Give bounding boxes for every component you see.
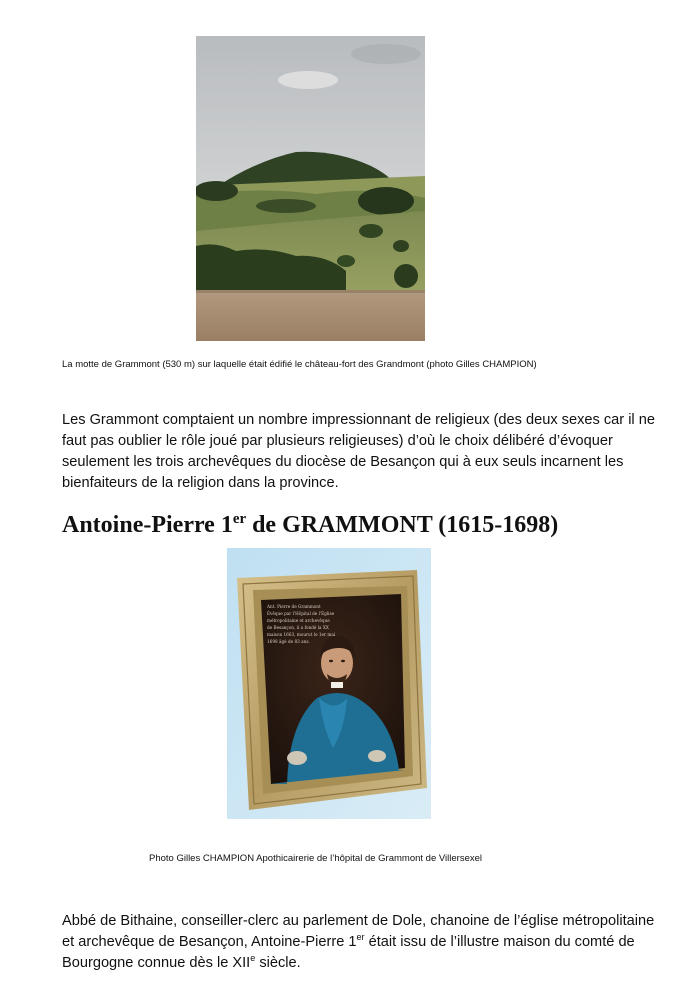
paragraph: Les Grammont comptaient un nombre impressionnant de religieux (des deux sexes car il ne faut pas oublier le rôle joué par plusieurs religieuses) d’où le choix délibéré d’évoquer seulement les trois archevêques du diocèse de Besançon qui à eux seuls incarnent les bienfaiteurs de la religion dans la province.	[62, 412, 655, 491]
paragraph-text: était issu de l’illustre maison du comté de Bourgogne connue dès le XII	[62, 934, 635, 971]
section-heading	[62, 509, 558, 541]
paragraph-text: siècle.	[255, 955, 301, 971]
portrait-photo	[227, 548, 431, 819]
motte-de-grammont-image	[196, 36, 425, 341]
photo-caption: Photo Gilles CHAMPION Apothicairerie de l’hôpital de Grammont de Villersexel	[149, 853, 483, 864]
inscription-line: maison 1663, mourut le 1er mai	[267, 632, 336, 637]
paragraph-text: Abbé de Bithaine, conseiller-clerc au parlement de Dole, chanoine de l’église métropolitaine et archevêque de Besançon, Antoine-Pierre 1	[62, 913, 655, 950]
inscription-line: de Besançon, il a fondé la XX	[267, 625, 329, 630]
paragraph	[62, 911, 670, 974]
photo-caption: La motte de Grammont (530 m) sur laquelle était édifié le château-fort des Grandmont (photo Gilles CHAMPION)	[62, 359, 537, 370]
heading-text: Antoine-Pierre 1	[62, 512, 233, 538]
portrait-painting-image	[227, 548, 431, 819]
superscript: e	[250, 953, 256, 964]
superscript: er	[356, 932, 365, 943]
inscription-line: Ant. Pierre de Grammont	[267, 604, 321, 609]
heading-superscript: er	[232, 511, 247, 527]
inscription-line: Évêque par l'Hôpital de l'Église	[267, 611, 335, 616]
heading-text-continued: de GRAMMONT (1615-1698)	[246, 512, 559, 538]
inscription-line: 1698 âgé de 83 ans.	[267, 639, 310, 644]
inscription-line: métropolitaine et archevêque	[267, 618, 330, 623]
landscape-photo	[196, 36, 425, 341]
